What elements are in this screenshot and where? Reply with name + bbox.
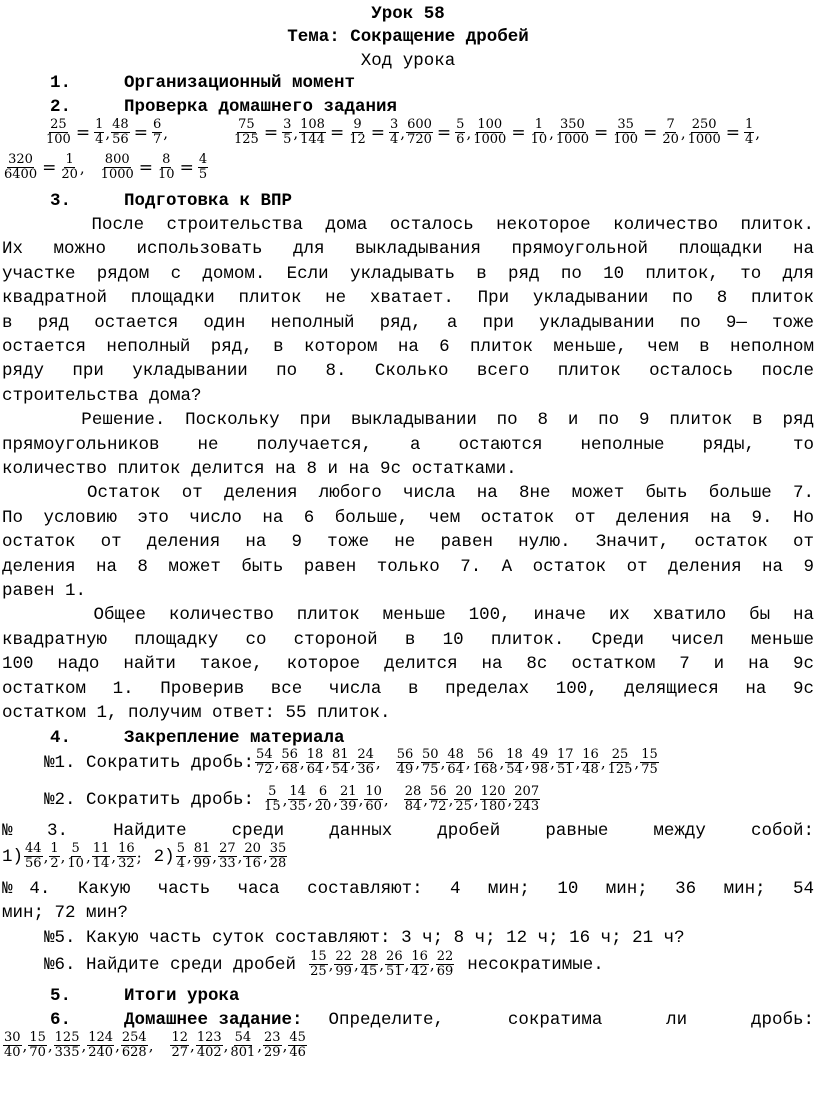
task-3-text: №3. Найдите среди данных дробей равные между собой:	[2, 821, 814, 841]
fraction: $\frac{108}{144}$	[300, 117, 325, 147]
section-2-heading: 2. Проверка домашнего задания	[50, 97, 398, 117]
fraction: $\frac{21}{39}$	[340, 784, 357, 814]
fraction: $\frac{27}{33}$	[219, 841, 236, 871]
fraction: $\frac{250}{1000}$	[687, 117, 721, 147]
task-4-line-1: №4. Какую часть часа составляют: 4 мин; 10 мин; 36 мин; 54	[2, 879, 814, 899]
fraction: $\frac{1}{4}$	[95, 117, 104, 147]
fraction: $\frac{18}{64}$	[306, 747, 324, 777]
vpr-line: остатком 1. Проверив все числа в пределах 100, делящиеся на 9с	[2, 678, 814, 699]
fraction: $\frac{81}{99}$	[193, 841, 211, 871]
vpr-line: остается неполный ряд, в котором на 6 плиток меньше, чем в неполном	[2, 337, 814, 357]
fraction: $\frac{9}{12}$	[349, 117, 366, 147]
fraction: $\frac{15}{70}$	[29, 1030, 46, 1060]
fraction: $\frac{48}{56}$	[112, 117, 129, 147]
fraction: $\frac{5}{4}$	[176, 841, 185, 871]
homework-check-row-1a: $\frac{25}{100}$ = $\frac{1}{4}$ , $\frac{48}{56}$ = $\frac{6}{7}$ ,	[46, 117, 168, 147]
fraction: $\frac{207}{243}$	[514, 784, 540, 814]
fraction: $\frac{125}{335}$	[54, 1030, 80, 1060]
fraction: $\frac{20}{16}$	[244, 841, 261, 871]
fraction: $\frac{56}{72}$	[430, 784, 447, 814]
fraction: $\frac{254}{628}$	[121, 1030, 147, 1060]
fraction: $\frac{50}{75}$	[422, 747, 439, 777]
fraction: $\frac{48}{64}$	[447, 747, 464, 777]
vpr-line: Остаток от деления любого числа на 8не может быть больше 7.	[2, 483, 814, 504]
fraction: $\frac{56}{68}$	[281, 747, 298, 777]
fraction: $\frac{1}{2}$	[50, 841, 59, 871]
fraction: $\frac{75}{125}$	[234, 117, 259, 147]
fraction: $\frac{1}{10}$	[530, 117, 548, 147]
fraction: $\frac{4}{5}$	[198, 152, 208, 182]
vpr-line: количество плиток делится на 8 и на 9с остатками.	[2, 459, 517, 479]
fraction: $\frac{7}{20}$	[662, 117, 679, 147]
fraction: $\frac{6}{7}$	[152, 117, 162, 147]
fraction: $\frac{25}{100}$	[46, 117, 71, 147]
fraction: $\frac{320}{6400}$	[4, 152, 38, 182]
fraction: $\frac{28}{45}$	[360, 949, 378, 979]
section-1-heading: 1. Организационный момент	[50, 73, 356, 93]
lesson-title: Урок 58	[371, 4, 445, 24]
vpr-line: квадратной площадки плиток не хватает. При укладывании по 8 плиток	[2, 288, 814, 309]
fraction: $\frac{28}{84}$	[404, 784, 422, 814]
vpr-line: По условию это число на 6 больше, чем остаток от деления на 9. Но	[2, 507, 814, 528]
lesson-topic: Тема: Сокращение дробей	[287, 27, 529, 47]
fraction: $\frac{1}{4}$	[744, 117, 754, 147]
vpr-line: остаток от деления на 9 тоже не равен нулю. Значит, остаток от	[2, 532, 814, 553]
fraction: $\frac{15}{25}$	[310, 949, 327, 979]
fraction: $\frac{350}{1000}$	[555, 117, 589, 147]
fraction: $\frac{16}{42}$	[411, 949, 428, 979]
vpr-line: Решение. Поскольку при выкладывании по 8 и по 9 плиток в ряд	[2, 410, 814, 431]
fraction: $\frac{3}{4}$	[390, 117, 399, 147]
fraction: $\frac{49}{98}$	[531, 747, 549, 777]
section-6-heading: 6. Домашнее задание: Определите, сократима ли дробь:	[50, 1010, 814, 1030]
fraction: $\frac{1}{20}$	[61, 152, 78, 182]
fraction: $\frac{30}{40}$	[4, 1030, 21, 1060]
task-6: №6. Найдите среди дробей $\frac{15}{25}$ , $\frac{22}{99}$ , $\frac{28}{45}$ , $\frac{26}{51}$ , $\frac{16}{42}$ , $\frac{22}{69}$ несократимые.	[2, 949, 604, 979]
task-5-text: №5. Какую часть суток составляют: 3 ч; 8 ч; 12 ч; 16 ч; 21 ч?	[2, 928, 685, 948]
fraction: $\frac{100}{1000}$	[473, 117, 507, 147]
fraction: $\frac{5}{15}$	[264, 784, 281, 814]
homework-fractions: $\frac{30}{40}$ , $\frac{15}{70}$ , $\frac{125}{335}$ , $\frac{124}{240}$ , $\frac{254}{628}$ , $\frac{12}{27}$ , $\frac{123}{402}$ , $\frac{54}{801}$ , $\frac{23}{29}$ , $\frac{45}{46}$	[4, 1030, 306, 1060]
fraction: $\frac{56}{49}$	[396, 747, 414, 777]
task-2: №2. Сократить дробь: $\frac{5}{15}$ , $\frac{14}{35}$ , $\frac{6}{20}$ , $\frac{21}{39}$ , $\frac{10}{60}$ , $\frac{28}{84}$ , $\frac{56}{72}$ , $\frac{20}{25}$ , $\frac{120}{180}$ , $\frac{207}{243}$	[2, 784, 540, 814]
fraction: $\frac{5}{6}$	[456, 117, 465, 147]
task-3-fractions: 1) $\frac{44}{56}$ , $\frac{1}{2}$ , $\frac{5}{10}$ , $\frac{11}{14}$ , $\frac{16}{32}$ ; 2) $\frac{5}{4}$ , $\frac{81}{99}$ , $\frac{27}{33}$ , $\frac{20}{16}$ , $\frac{35}{28}$	[2, 841, 287, 871]
fraction: $\frac{81}{54}$	[332, 747, 349, 777]
vpr-line: прямоугольников не получается, а остаются неполные ряды, то	[2, 434, 814, 455]
section-4-heading: 4. Закрепление материала	[50, 728, 345, 748]
vpr-line: равен 1.	[2, 581, 87, 601]
fraction: $\frac{45}{46}$	[289, 1030, 306, 1060]
section-5-heading: 5. Итоги урока	[50, 986, 240, 1006]
lesson-course: Ход урока	[360, 51, 456, 71]
fraction: $\frac{15}{75}$	[641, 747, 658, 777]
homework-check-row-2: $\frac{320}{6400}$ = $\frac{1}{20}$ , $\frac{800}{1000}$ = $\frac{8}{10}$ = $\frac{4}{5}$	[4, 152, 208, 182]
fraction: $\frac{54}{72}$	[256, 747, 273, 777]
fraction: $\frac{18}{54}$	[506, 747, 523, 777]
fraction: $\frac{14}{35}$	[289, 784, 306, 814]
fraction: $\frac{56}{168}$	[472, 747, 498, 777]
vpr-line: строительства дома?	[2, 385, 202, 406]
vpr-line: Их можно использовать для выкладывания прямоугольной площадки на	[2, 239, 814, 260]
fraction: $\frac{20}{25}$	[455, 784, 472, 814]
fraction: $\frac{23}{29}$	[264, 1030, 281, 1060]
fraction: $\frac{54}{801}$	[230, 1030, 256, 1060]
fraction: $\frac{26}{51}$	[386, 949, 403, 979]
fraction: $\frac{17}{51}$	[556, 747, 574, 777]
fraction: $\frac{10}{60}$	[365, 784, 382, 814]
vpr-line: участке рядом с домом. Если укладывать в ряд по 10 плиток, то для	[2, 263, 814, 284]
fraction: $\frac{124}{240}$	[88, 1030, 114, 1060]
task-1: №1. Сократить дробь: $\frac{54}{72}$ , $\frac{56}{68}$ , $\frac{18}{64}$ , $\frac{81}{54}$ , $\frac{24}{36}$ , $\frac{56}{49}$ , $\frac{50}{75}$ , $\frac{48}{64}$ , $\frac{56}{168}$ , $\frac{18}{54}$ , $\frac{49}{98}$ , $\frac{17}{51}$ , $\frac{16}{48}$ , $\frac{25}{125}$ , $\frac{15}{75}$	[2, 747, 658, 777]
task-4-line-2: мин; 72 мин?	[2, 903, 129, 923]
fraction: $\frac{11}{14}$	[92, 841, 110, 871]
fraction: $\frac{16}{32}$	[118, 841, 135, 871]
fraction: $\frac{16}{48}$	[582, 747, 599, 777]
fraction: $\frac{6}{20}$	[314, 784, 332, 814]
fraction: $\frac{44}{56}$	[25, 841, 42, 871]
fraction: $\frac{22}{99}$	[335, 949, 352, 979]
vpr-line: остатком 1, получим ответ: 55 плиток.	[2, 703, 391, 723]
homework-check-row-1b: $\frac{75}{125}$ = $\frac{3}{5}$ , $\frac{108}{144}$ = $\frac{9}{12}$ = $\frac{3}{4}$ , $\frac{600}{720}$ = $\frac{5}{6}$ , $\frac{100}{1000}$ = $\frac{1}{10}$ , $\frac{350}{1000}$ = $\frac{35}{100}$ = $\frac{7}{20}$ , $\frac{250}{1000}$ = $\frac{1}{4}$ ,	[234, 117, 761, 147]
fraction: $\frac{3}{5}$	[283, 117, 292, 147]
fraction: $\frac{35}{28}$	[269, 841, 287, 871]
vpr-line: Общее количество плиток меньше 100, иначе их хватило бы на	[2, 605, 814, 626]
fraction: $\frac{5}{10}$	[67, 841, 84, 871]
fraction: $\frac{24}{36}$	[357, 747, 374, 777]
fraction: $\frac{8}{10}$	[158, 152, 175, 182]
vpr-line: ряду при укладывании по 8. Сколько всего плиток осталось после	[2, 361, 814, 382]
vpr-line: деления на 8 может быть равен только 7. А остаток от деления на 9	[2, 556, 814, 577]
fraction: $\frac{12}{27}$	[171, 1030, 189, 1060]
vpr-line: в ряд остается один неполный ряд, а при укладывании по 9— тоже	[2, 312, 814, 333]
vpr-line: После строительства дома осталось некоторое количество плиток.	[2, 215, 814, 235]
vpr-line: квадратную площадку со стороной в 10 плиток. Среди чисел меньше	[2, 629, 814, 650]
fraction: $\frac{123}{402}$	[196, 1030, 222, 1060]
vpr-line: 100 надо найти такое, которое делится на 8с остатком 7 и на 9с	[2, 654, 814, 675]
fraction: $\frac{22}{69}$	[436, 949, 454, 979]
fraction: $\frac{120}{180}$	[480, 784, 506, 814]
fraction: $\frac{35}{100}$	[613, 117, 639, 147]
fraction: $\frac{600}{720}$	[407, 117, 432, 147]
fraction: $\frac{800}{1000}$	[100, 152, 134, 182]
section-3-heading: 3. Подготовка к ВПР	[50, 191, 293, 211]
fraction: $\frac{25}{125}$	[607, 747, 633, 777]
